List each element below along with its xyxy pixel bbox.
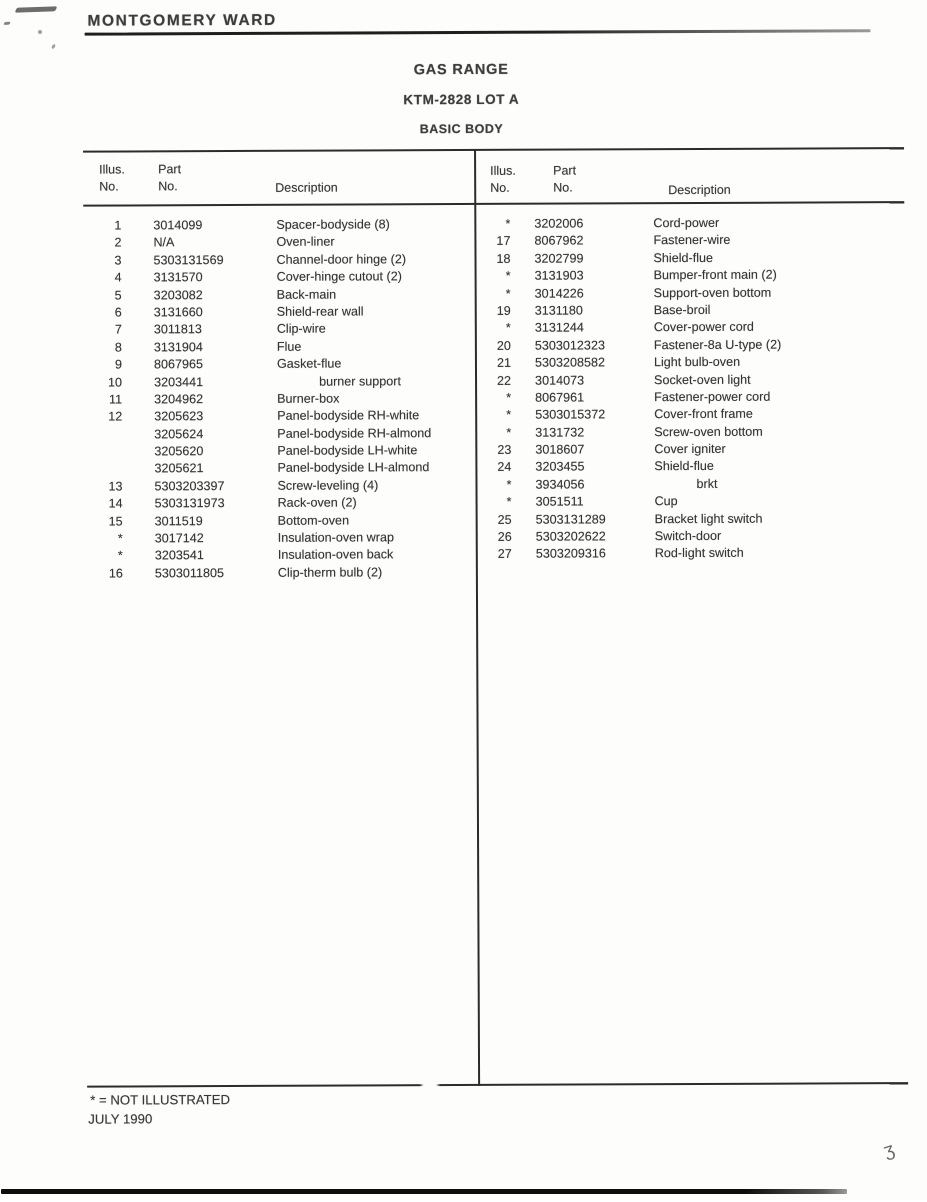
brand-title: MONTGOMERY WARD [87, 11, 277, 30]
part-no-cell: 3205621 [154, 461, 204, 476]
table-row [484, 318, 906, 337]
illus-no-cell: * [506, 425, 512, 440]
table-row [85, 564, 477, 583]
part-no-cell: 5303203397 [154, 478, 225, 494]
illus-no-cell: * [505, 286, 511, 301]
description-cell: Rod-light switch [654, 546, 744, 561]
part-no-cell: 8067965 [153, 357, 204, 372]
illus-no-cell: 24 [497, 460, 512, 475]
col-header-part: Part [158, 162, 182, 177]
illus-no-cell: 12 [108, 409, 123, 424]
table-row [484, 336, 906, 355]
part-no-cell: N/A [153, 235, 175, 250]
description-cell: Socket-oven light [654, 372, 751, 387]
illus-no-cell: 22 [496, 373, 512, 388]
illus-no-cell: 19 [496, 303, 511, 318]
table-row [84, 442, 476, 461]
description-cell: Clip-wire [276, 321, 326, 337]
illus-no-cell: 2 [114, 235, 122, 250]
description-cell: Screw-oven bottom [654, 424, 763, 439]
illus-no-cell: * [505, 268, 511, 283]
illus-no-cell: 16 [108, 566, 123, 581]
table-row [84, 477, 476, 496]
table-row [83, 251, 475, 270]
illus-no-cell: 18 [496, 251, 511, 266]
col-header-description: Description [668, 182, 731, 198]
illus-no-cell: 7 [114, 322, 122, 337]
description-cell: Panel-bodyside RH-white [277, 408, 420, 424]
description-cell: Clip-therm bulb (2) [277, 565, 383, 580]
scan-edge-bar [1, 1189, 847, 1194]
description-cell: Shield-flue [653, 250, 714, 265]
description-cell: Panel-bodyside LH-white [277, 443, 418, 458]
illus-no-cell: 23 [497, 442, 512, 457]
table-row [484, 440, 906, 459]
table-bottom-rule [87, 1082, 908, 1088]
description-cell: Cover-power cord [653, 320, 754, 335]
illus-no-cell: 4 [114, 270, 122, 285]
col-header-no: No. [553, 180, 573, 195]
table-row [484, 405, 906, 424]
part-no-cell: 3131244 [534, 320, 584, 336]
right-parts-rows [483, 214, 907, 564]
illus-no-cell: 8 [114, 340, 122, 355]
table-row [84, 286, 476, 305]
part-no-cell: 3131903 [534, 268, 584, 283]
illus-no-cell: 11 [109, 392, 123, 407]
description-cell: Shield-rear wall [276, 304, 364, 319]
description-cell: Fastener-power cord [654, 389, 771, 405]
part-no-cell: 3205623 [154, 409, 204, 424]
table-row [485, 527, 907, 546]
part-no-cell: 3131660 [153, 305, 203, 320]
part-no-cell: 3018607 [535, 442, 585, 457]
table-row [84, 320, 476, 339]
page-title: GAS RANGE [413, 61, 509, 79]
part-no-cell: 3051511 [535, 494, 584, 509]
illus-no-cell: * [506, 408, 512, 423]
table-row [485, 510, 907, 529]
description-cell: Bottom-oven [277, 513, 350, 528]
table-row [483, 231, 905, 250]
illus-no-cell: 1 [114, 218, 122, 233]
table-row [85, 512, 477, 531]
part-no-cell: 3011519 [154, 513, 203, 528]
table-row [84, 338, 476, 357]
description-cell: Back-main [276, 287, 337, 302]
description-cell: Light bulb-oven [653, 354, 741, 370]
illus-no-cell [84, 461, 122, 479]
description-cell: Fastener-wire [653, 233, 731, 248]
part-no-cell: 3202006 [534, 216, 584, 231]
handwritten-mark: ʒ [880, 1138, 898, 1163]
table-row [84, 355, 476, 374]
col-header-no: No. [99, 179, 119, 194]
table-row [85, 546, 477, 565]
description-cell: Cover igniter [654, 441, 726, 457]
col-header-part: Part [553, 163, 577, 178]
part-no-cell: 5303131973 [154, 496, 225, 511]
description-cell: Flue [276, 339, 302, 354]
part-no-cell: 8067961 [535, 390, 585, 405]
description-cell: Rack-oven (2) [277, 495, 357, 511]
description-cell: Fastener-8a U-type (2) [653, 337, 782, 352]
description-cell: Cover-hinge cutout (2) [276, 269, 402, 284]
description-cell: brkt [696, 476, 718, 491]
table-row [484, 266, 906, 285]
part-no-cell: 3203082 [153, 287, 203, 302]
illus-no-cell: 25 [497, 512, 512, 527]
part-no-cell: 3203455 [535, 459, 585, 475]
description-cell: Bumper-front main (2) [653, 267, 777, 283]
table-row [84, 268, 476, 287]
description-cell: Support-oven bottom [653, 285, 772, 300]
model-number: KTM-2828 LOT A [403, 91, 520, 108]
part-no-cell: 5303208582 [534, 355, 606, 370]
illus-no-cell: * [505, 321, 511, 336]
description-cell: Insulation-oven back [277, 547, 394, 563]
description-cell: Base-broil [653, 302, 711, 318]
illus-no-cell: 10 [107, 375, 123, 390]
illus-no-cell: 3 [114, 253, 122, 268]
part-no-cell: 5303209316 [535, 546, 606, 562]
description-cell: Cord-power [653, 215, 720, 231]
part-no-cell: 3017142 [154, 531, 204, 546]
illus-no-cell: 14 [108, 496, 123, 511]
col-header-illus: Illus. [490, 163, 516, 178]
illus-no-cell: 6 [114, 305, 122, 320]
part-no-cell: 3934056 [535, 477, 585, 492]
description-cell: Screw-leveling (4) [277, 478, 379, 493]
part-no-cell: 3014099 [153, 218, 203, 233]
left-parts-rows [83, 216, 477, 583]
part-no-cell: 3202799 [534, 251, 584, 266]
part-no-cell: 3205620 [154, 444, 204, 459]
table-row [84, 425, 476, 444]
part-no-cell: 5303012323 [534, 338, 605, 353]
illus-no-cell: * [505, 216, 511, 231]
table-row [484, 301, 906, 320]
table-header-rule [83, 201, 904, 207]
table-row [484, 423, 906, 442]
part-no-cell: 3203441 [154, 374, 204, 389]
part-no-cell: 3014226 [534, 286, 584, 301]
table-top-rule [83, 147, 904, 153]
col-header-no: No. [158, 179, 178, 194]
description-cell: Insulation-oven wrap [277, 530, 394, 545]
table-row [484, 475, 906, 494]
illus-no-cell: 9 [114, 357, 123, 372]
illus-no-cell: 26 [497, 529, 512, 544]
table-row [83, 233, 475, 252]
illus-no-cell: * [117, 531, 123, 546]
part-no-cell: 3011813 [153, 322, 202, 337]
description-cell: Cup [654, 494, 678, 509]
part-no-cell: 5303131569 [153, 252, 224, 268]
table-row [85, 529, 477, 548]
part-no-cell: 3131904 [153, 339, 203, 355]
description-cell: Oven-liner [276, 234, 335, 250]
part-no-cell: 3131570 [153, 270, 203, 285]
part-no-cell: 3204962 [154, 392, 204, 407]
not-illustrated-note: * = NOT ILLUSTRATED [90, 1092, 231, 1108]
illus-no-cell: 21 [496, 355, 511, 370]
table-row [84, 303, 476, 322]
description-cell: Switch-door [654, 528, 722, 544]
description-cell: Cover-front frame [654, 407, 753, 422]
part-no-cell: 3203541 [154, 548, 204, 563]
table-row [85, 494, 477, 513]
description-cell: Bracket light switch [654, 511, 763, 526]
table-row [483, 249, 905, 268]
col-header-illus: Illus. [99, 162, 125, 177]
table-row [485, 544, 907, 563]
part-no-cell: 3205624 [154, 426, 204, 442]
table-row [484, 458, 906, 477]
description-cell: Channel-door hinge (2) [276, 252, 407, 267]
illus-no-cell: 20 [496, 338, 511, 353]
table-row [84, 372, 476, 391]
table-row [484, 284, 906, 303]
illus-no-cell: * [117, 548, 123, 563]
part-no-cell: 5303015372 [535, 407, 606, 422]
description-cell: Panel-bodyside LH-almond [277, 460, 430, 476]
description-cell: Burner-box [277, 391, 340, 406]
illus-no-cell: 27 [497, 547, 512, 562]
part-no-cell: 5303011805 [154, 565, 225, 581]
part-no-cell: 5303131289 [535, 512, 606, 527]
illus-no-cell [84, 444, 122, 462]
col-header-description: Description [275, 180, 338, 195]
part-no-cell: 5303202622 [535, 529, 606, 544]
part-no-cell: 8067962 [534, 233, 584, 249]
table-row [484, 371, 906, 390]
table-row [84, 390, 476, 409]
description-cell: Shield-flue [654, 459, 714, 474]
illus-no-cell: * [506, 390, 512, 405]
description-cell: Panel-bodyside RH-almond [277, 425, 432, 441]
table-row [84, 459, 476, 478]
illus-no-cell: * [506, 495, 512, 510]
table-row [484, 353, 906, 372]
description-cell: Gasket-flue [276, 356, 342, 371]
section-title: BASIC BODY [419, 121, 504, 137]
table-row [485, 492, 907, 511]
table-row [483, 214, 905, 233]
part-no-cell: 3131180 [534, 303, 583, 318]
illus-no-cell: 17 [496, 234, 511, 249]
part-no-cell: 3014073 [535, 372, 585, 388]
table-row [83, 216, 475, 235]
table-row [84, 407, 476, 426]
illus-no-cell: 15 [108, 514, 123, 529]
illus-no-cell [84, 426, 122, 444]
publication-date: JULY 1990 [88, 1111, 153, 1127]
table-row [484, 388, 906, 407]
col-header-no: No. [490, 180, 510, 195]
illus-no-cell: * [506, 477, 512, 492]
description-cell: Spacer-bodyside (8) [276, 217, 390, 232]
illus-no-cell: 5 [114, 288, 122, 303]
illus-no-cell: 13 [108, 479, 123, 494]
brand-underline [85, 29, 871, 35]
part-no-cell: 3131732 [535, 425, 585, 440]
description-cell: burner support [319, 373, 401, 389]
